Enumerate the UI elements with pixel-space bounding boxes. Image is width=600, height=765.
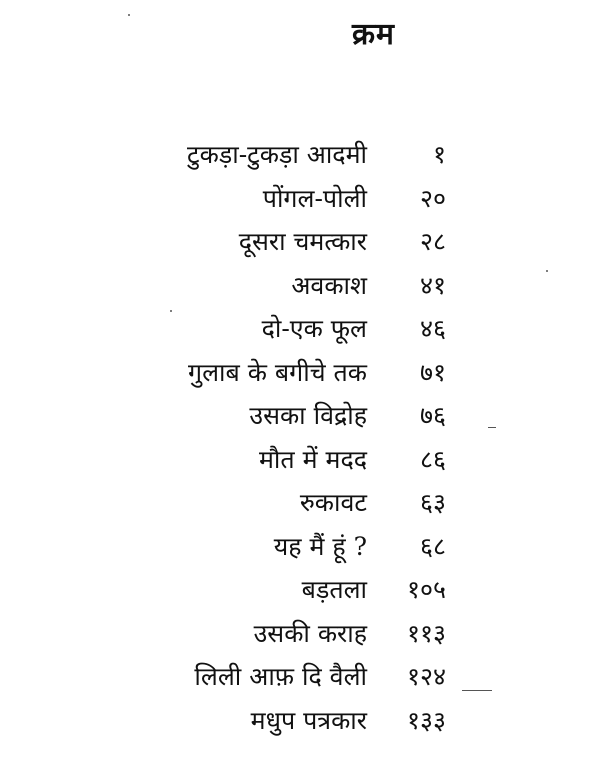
toc-entry-page: १३३ [406,705,446,735]
toc-entry-title: पोंगल-पोली [262,183,367,213]
toc-entry [0,224,600,268]
toc-entry-title: लिली आफ़ दि वैली [194,662,367,691]
toc-entry-page: ७६ [419,401,446,430]
scan-speck [170,310,172,312]
toc-entry-page: २० [419,183,446,213]
toc-entry-title: अवकाश [291,270,367,300]
table-of-contents [0,137,600,746]
toc-entry-page: ७१ [419,357,446,387]
page-heading: क्रम [352,17,395,52]
toc-entry-title: उसका विद्रोह [249,401,367,430]
scan-speck [128,14,130,16]
toc-entry-title: बड़तला [301,575,367,604]
toc-entry [0,703,600,747]
toc-entry-title: टुकड़ा-टुकड़ा आदमी [187,140,367,169]
toc-entry-page: ४६ [419,314,446,343]
toc-entry-page: १०५ [406,575,446,604]
toc-entry-title: दो-एक फूल [261,314,367,343]
toc-entry [0,572,600,616]
toc-entry [0,485,600,529]
toc-entry [0,398,600,442]
toc-entry-page: ११३ [406,618,446,648]
toc-entry-page: ६३ [419,488,446,517]
toc-entry-title: मधुप पत्रकार [250,705,367,735]
scan-speck [546,270,548,272]
toc-entry [0,442,600,486]
toc-entry-title: दूसरा चमत्कार [238,227,367,256]
toc-entry [0,268,600,312]
toc-entry [0,616,600,660]
toc-entry-title: यह मैं हूं ? [273,531,367,561]
toc-entry-page: २८ [419,227,446,256]
toc-entry-page: ८६ [419,444,446,474]
scan-speck [488,427,496,428]
toc-entry-page: १२४ [406,662,446,691]
toc-entry [0,137,600,181]
toc-entry-page: ४१ [419,270,446,300]
toc-entry-title: मौत में मदद [258,444,367,474]
toc-entry [0,181,600,225]
toc-entry-title: उसकी कराह [253,618,367,648]
toc-entry [0,355,600,399]
toc-entry [0,659,600,703]
scan-speck [462,690,492,691]
toc-entry [0,529,600,573]
toc-entry-page: ६८ [419,531,446,561]
toc-entry-title: रुकावट [299,488,367,517]
toc-entry [0,311,600,355]
toc-entry-title: गुलाब के बगीचे तक [188,357,367,387]
toc-entry-page: १ [432,140,446,169]
